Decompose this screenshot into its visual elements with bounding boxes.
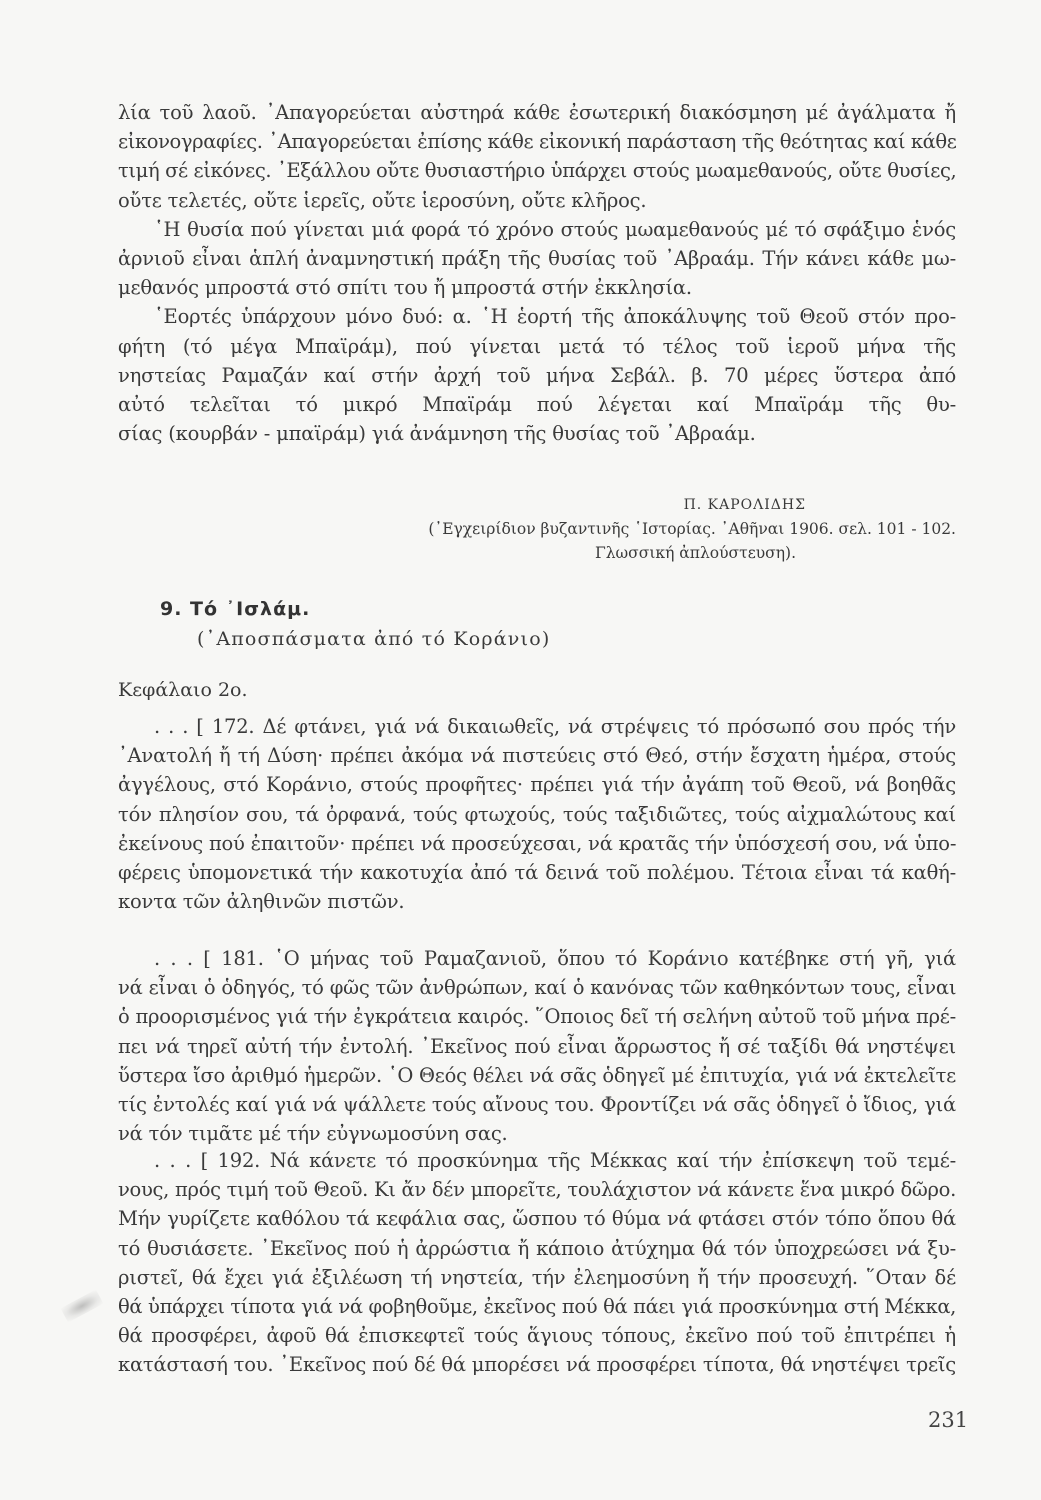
quran-excerpt-181: [118, 944, 956, 1148]
section-heading: 9. Τό ᾿Ισλάμ.: [160, 598, 311, 620]
page-smudge: [61, 1290, 104, 1323]
text-line: ῾Εορτές ὑπάρχουν μόνο δυό: α. ῾Η ἑορτή τῆς ἀποκάλυψης τοῦ Θεοῦ στόν προ-: [154, 305, 956, 329]
text-line: νους, πρός τιμή τοῦ Θεοῦ. Κι ἄν δέν μπορεῖτε, τουλάχιστον νά κάνετε ἕνα μικρό δῶρο.: [118, 1178, 956, 1202]
text-line: ἀρνιοῦ εἶναι ἁπλή ἀναμνηστική πράξη τῆς θυσίας τοῦ ᾿Αβραάμ. Τήν κάνει κάθε μω-: [118, 247, 956, 271]
text-line: νά εἶναι ὁ ὁδηγός, τό φῶς τῶν ἀνθρώπων, καί ὁ κανόνας τῶν καθηκόντων τους, εἶναι: [118, 976, 957, 1000]
text-line: ἐκείνους πού ἐπαιτοῦν· πρέπει νά προσεύχεσαι, νά κρατᾶς τήν ὑπόσχεσή σου, νά ὑπο-: [118, 831, 957, 855]
text-line: τίς ἐντολές καί γιά νά ψάλλετε τούς αἴνους του. Φροντίζει νά σᾶς ὁδηγεῖ ὁ ἴδιος, γιά: [118, 1093, 956, 1117]
text-line: οὔτε τελετές, οὔτε ἱερεῖς, οὔτε ἱεροσύνη, οὔτε κλῆρος.: [118, 188, 647, 212]
chapter-label: Κεφάλαιο 2ο.: [118, 679, 248, 701]
text-line: ριστεῖ, θά ἔχει γιά ἐξιλέωση τή νηστεία, τήν ἐλεημοσύνη ἤ τήν προσευχή. ῞Οταν δέ: [118, 1265, 956, 1289]
text-line: ὁ προορισμένος γιά τήν ἐγκράτεια καιρός. ῞Οποιος δεῖ τή σελήνη αὐτοῦ τοῦ μήνα πρέ-: [118, 1005, 956, 1029]
text-line: εἰκονογραφίες. ᾿Απαγορεύεται ἐπίσης κάθε εἰκονική παράσταση τῆς θεότητας καί κάθε: [118, 130, 957, 154]
text-line: κοντα τῶν ἀληθινῶν πιστῶν.: [118, 890, 405, 914]
text-line: τό θυσιάσετε. ᾿Εκεῖνος πού ἡ ἀρρώστια ἤ κάποιο ἀτύχημα θά τόν ὑποχρεώσει νά ξυ-: [118, 1236, 956, 1260]
text-line: μεθανός μπροστά στό σπίτι του ἤ μπροστά στήν ἐκκλησία.: [118, 276, 692, 300]
page-number: 231: [928, 1408, 969, 1432]
text-line: αὐτό τελεῖται τό μικρό Μπαϊράμ πού λέγεται καί Μπαϊράμ τῆς θυ-: [118, 393, 956, 417]
text-line: ὕστερα ἴσο ἀριθμό ἡμερῶν. ῾Ο Θεός θέλει νά σᾶς ὁδηγεῖ μέ ἐπιτυχία, γιά νά ἐκτελεῖτε: [118, 1063, 956, 1087]
citation-note: Γλωσσική ἀπλούστευση).: [594, 544, 796, 562]
text-line: τόν πλησίον σου, τά ὀρφανά, τούς φτωχούς, τούς ταξιδιῶτες, τούς αἰχμαλώτους καί: [118, 802, 956, 826]
citation: [428, 493, 956, 565]
quran-excerpt-172: [118, 712, 956, 916]
section-subheading: (᾿Αποσπάσματα ἀπό τό Κοράνιο): [197, 628, 551, 650]
text-line: . . . [ 172. Δέ φτάνει, γιά νά δικαιωθεῖς, νά στρέψεις τό πρόσωπό σου πρός τήν: [154, 715, 956, 738]
text-line: σίας (κουρβάν - μπαϊράμ) γιά ἀνάμνηση τῆς θυσίας τοῦ ᾿Αβραάμ.: [118, 422, 756, 446]
text-line: ῾Η θυσία πού γίνεται μιά φορά τό χρόνο στούς μωαμεθανούς μέ τό σφάξιμο ἑνός: [154, 217, 956, 241]
text-line: Μήν γυρίζετε καθόλου τά κεφάλια σας, ὥσπου τό θύμα νά φτάσει στόν τόπο ὅπου θά: [118, 1207, 956, 1231]
text-line: θά ὑπάρχει τίποτα γιά νά φοβηθοῦμε, ἐκεῖνος πού θά πάει γιά προσκύνημα στή Μέκκα,: [118, 1295, 957, 1319]
text-line: νά τόν τιμᾶτε μέ τήν εὐγνωμοσύνη σας.: [118, 1122, 508, 1146]
paragraph-block-worship: [118, 98, 956, 448]
text-line: κατάστασή του. ᾿Εκεῖνος πού δέ θά μπορέσει νά προσφέρει τίποτα, θά νηστέψει τρεῖς: [118, 1353, 956, 1377]
text-line: . . . [ 192. Νά κάνετε τό προσκύνημα τῆς Μέκκας καί τήν ἐπίσκεψη τοῦ τεμέ-: [154, 1149, 956, 1172]
text-line: φήτη (τό μέγα Μπαϊράμ), πού γίνεται μετά τό τέλος τοῦ ἱεροῦ μήνα τῆς: [118, 334, 956, 358]
text-line: θά προσφέρει, ἀφοῦ θά ἐπισκεφτεῖ τούς ἅγιους τόπους, ἐκεῖνο πού τοῦ ἐπιτρέπει ἡ: [118, 1324, 956, 1348]
quran-excerpt-192: [118, 1146, 956, 1380]
text-line: πει νά τηρεῖ αὐτή τήν ἐντολή. ᾿Εκεῖνος πού εἶναι ἄρρωστος ἤ σέ ταξίδι θά νηστέψει: [118, 1034, 956, 1058]
citation-author: Π. ΚΑΡΟΛΙΔΗΣ: [683, 497, 806, 513]
text-line: ᾿Ανατολή ἤ τή Δύση· πρέπει ἀκόμα νά πιστεύεις στό Θεό, στήν ἔσχατη ἡμέρα, στούς: [118, 744, 956, 768]
text-line: ἀγγέλους, στό Κοράνιο, στούς προφῆτες· πρέπει γιά τήν ἀγάπη τοῦ Θεοῦ, νά βοηθᾶς: [118, 773, 956, 797]
text-line: . . . [ 181. ῾Ο μήνας τοῦ Ραμαζανιοῦ, ὅπου τό Κοράνιο κατέβηκε στή γῆ, γιά: [154, 947, 956, 970]
text-line: τιμή σέ εἰκόνες. ᾿Εξάλλου οὔτε θυσιαστήριο ὑπάρχει στούς μωαμεθανούς, οὔτε θυσίες,: [118, 159, 957, 183]
text-line: νηστείας Ραμαζάν καί στήν ἀρχή τοῦ μήνα Σεβάλ. β. 70 μέρες ὕστερα ἀπό: [118, 363, 956, 387]
citation-source: (᾿Εγχειρίδιον βυζαντινῆς ῾Ιστορίας. ᾿Αθῆναι 1906. σελ. 101 - 102.: [428, 520, 956, 538]
text-line: λία τοῦ λαοῦ. ᾿Απαγορεύεται αὐστηρά κάθε ἐσωτερική διακόσμηση μέ ἀγάλματα ἤ: [118, 101, 956, 124]
text-line: φέρεις ὑπομονετικά τήν κακοτυχία ἀπό τά δεινά τοῦ πολέμου. Τέτοια εἶναι τά καθή-: [118, 861, 956, 885]
